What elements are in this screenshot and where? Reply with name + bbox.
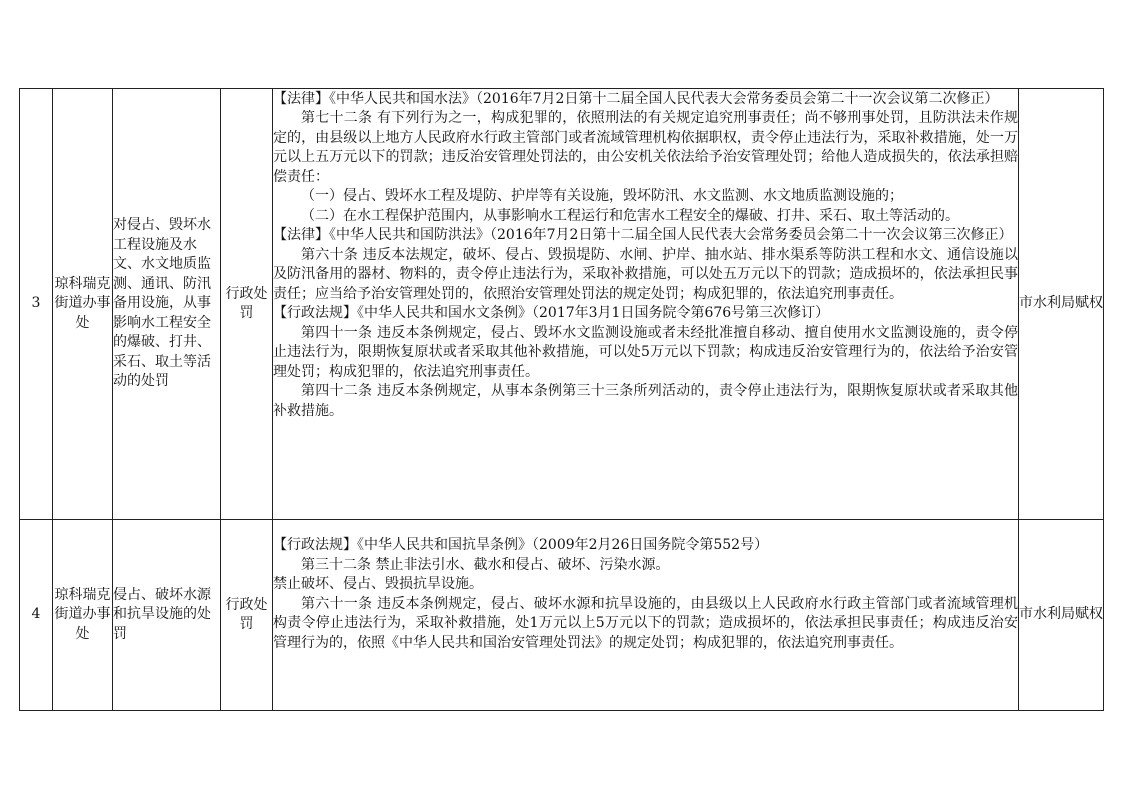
basis-article: 第六十一条 违反本条例规定，侵占、破坏水源和抗旱设施的，由县级以上人民政府水行政主管部门或者流域管理机构责令停止违法行为，采取补救措施，处1万元以上5万元以下的罚款；造成损坏的，依法承担民事责任；构成违反治安管理行为的，依照《中华人民共和国治安管理处罚法》的规定处罚；构成犯罪的，依法追究刑事责任。 <box>273 595 1018 651</box>
legal-basis <box>273 520 1019 711</box>
basis-article: 第七十二条 有下列行为之一，构成犯罪的，依照刑法的有关规定追究刑事责任；尚不够刑事处罚，且防洪法未作规定的，由县级以上地方人民政府水行政主管部门或者流域管理机构依据职权，责令停止违法行为，采取补救措施，处一万元以上五万元以下的罚款；违反治安管理处罚法的，由公安机关依法给予治安管理处罚；给他人造成损失的，依法承担赔偿责任： <box>273 110 1018 185</box>
basis-clause: （一）侵占、毁坏水工程及堤防、护岸等有关设施，毁坏防汛、水文监测、水文地质监测设施的； <box>301 188 903 204</box>
legal-basis-text <box>273 90 1018 519</box>
basis-heading: 【行政法规】《中华人民共和国抗旱条例》（2009年2月26日国务院令第552号） <box>273 537 769 553</box>
basis-heading: 【行政法规】《中华人民共和国水文条例》（2017年3月1日国务院令第676号第三次修订） <box>273 305 830 321</box>
table-row <box>20 520 1104 711</box>
power-type: 行政处罚 <box>221 520 273 711</box>
basis-article: 第六十条 违反本法规定，破坏、侵占、毁损堤防、水闸、护岸、抽水站、排水渠系等防洪工程和水文、通信设施以及防汛备用的器材、物料的，责令停止违法行为，采取补救措施，可以处五万元以下的罚款；造成损坏的，依法承担民事责任；应当给予治安管理处罚的，依照治安管理处罚法的规定处罚；构成犯罪的，依法追究刑事责任。 <box>273 246 1018 302</box>
power-list-table <box>19 88 1104 711</box>
basis-clause: （二）在水工程保护范围内，从事影响水工程运行和危害水工程安全的爆破、打井、采石、取土等活动的。 <box>301 207 959 224</box>
implementing-unit: 琼科瑞克街道办事处 <box>53 520 113 711</box>
power-source: 市水利局赋权 <box>1019 520 1104 711</box>
basis-heading: 【法律】《中华人民共和国水法》（2016年7月2日第十二届全国人民代表大会常务委员会第二十一次会议第二次修正） <box>273 90 999 107</box>
row-number: 4 <box>20 520 53 711</box>
legal-basis <box>273 89 1019 520</box>
power-item-name: 侵占、破坏水源和抗旱设施的处罚 <box>113 520 221 711</box>
basis-article: 第四十二条 违反本条例规定，从事本条例第三十三条所列活动的，责令停止违法行为，限期恢复原状或者采取其他补救措施。 <box>273 383 1018 419</box>
power-type: 行政处罚 <box>221 89 273 520</box>
implementing-unit: 琼科瑞克街道办事处 <box>53 89 113 520</box>
row-number: 3 <box>20 89 53 520</box>
power-source: 市水利局赋权 <box>1019 89 1104 520</box>
power-item-name: 对侵占、毁坏水工程设施及水文、水文地质监测、通讯、防汛备用设施，从事影响水工程安全的爆破、打井、采石、取土等活动的处罚 <box>113 89 221 520</box>
basis-clause: 禁止破坏、侵占、毁损抗旱设施。 <box>273 576 483 592</box>
table-row <box>20 89 1104 520</box>
basis-article: 第三十二条 禁止非法引水、截水和侵占、破坏、污染水源。 <box>301 556 670 573</box>
basis-heading: 【法律】《中华人民共和国防洪法》（2016年7月2日第十二届全国人民代表大会常务委员会第二十一次会议第三次修正） <box>273 227 1013 243</box>
basis-article: 第四十一条 违反本条例规定，侵占、毁坏水文监测设施或者未经批准擅自移动、擅自使用水文监测设施的，责令停止违法行为，限期恢复原状或者采取其他补救措施，可以处5万元以下罚款；构成违反治安管理行为的，依法给予治安管理处罚；构成犯罪的，依法追究刑事责任。 <box>273 324 1018 380</box>
